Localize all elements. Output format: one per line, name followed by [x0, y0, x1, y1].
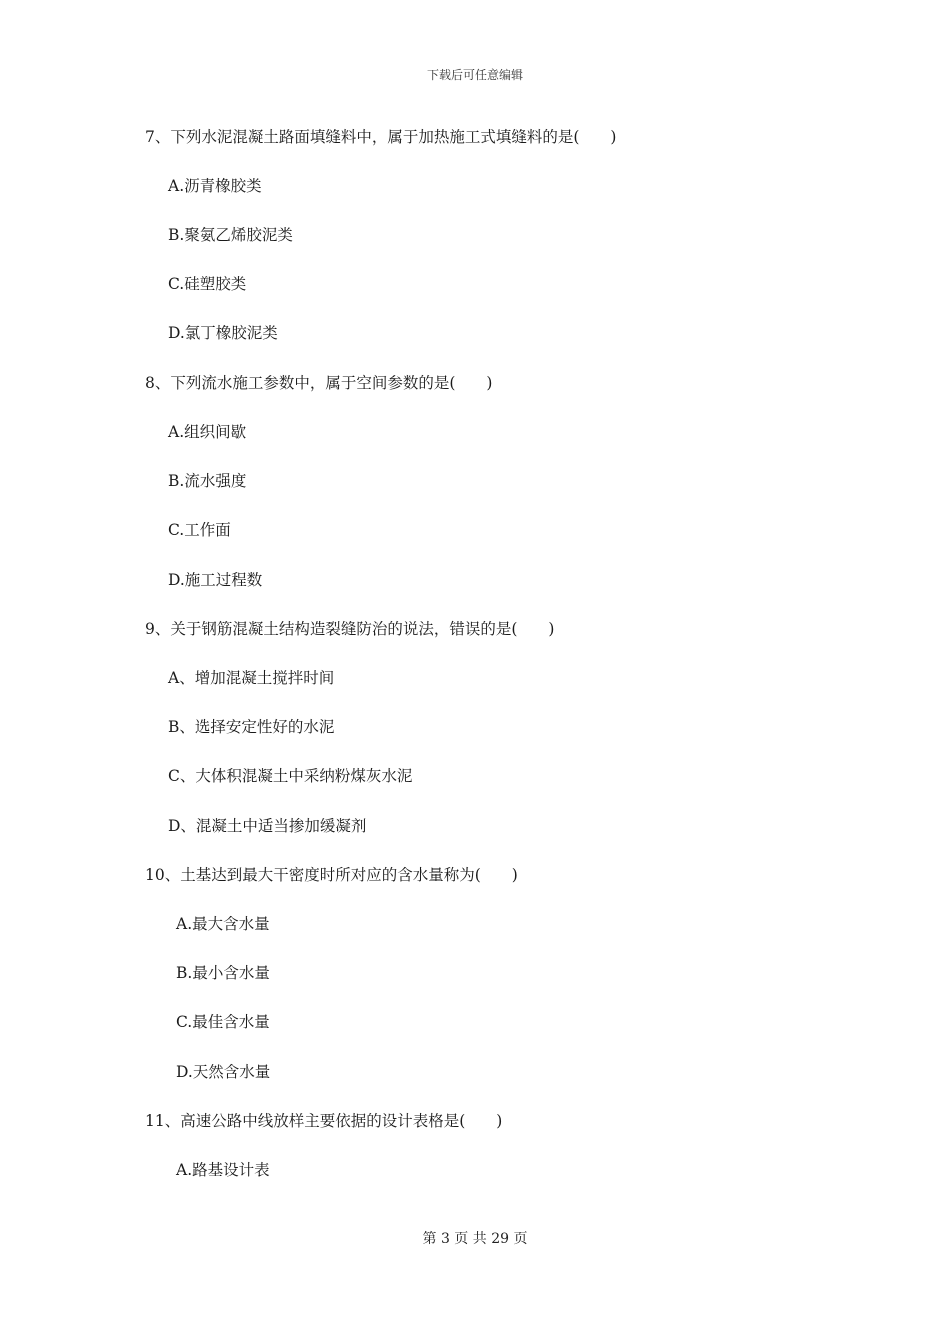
option-d: D、混凝土中适当掺加缓凝剂	[168, 817, 367, 835]
question-stem: 9、关于钢筋混凝土结构造裂缝防治的说法，错误的是( )	[145, 620, 555, 638]
question-stem: 7、下列水泥混凝土路面填缝料中，属于加热施工式填缝料的是( )	[145, 128, 617, 146]
option-d: D.氯丁橡胶泥类	[168, 324, 278, 342]
option-b: B、选择安定性好的水泥	[168, 718, 335, 736]
option-a: A.沥青橡胶类	[168, 177, 262, 195]
option-a: A.最大含水量	[176, 915, 270, 933]
question-stem: 8、下列流水施工参数中，属于空间参数的是( )	[145, 374, 493, 392]
question-stem: 10、土基达到最大干密度时所对应的含水量称为( )	[145, 866, 518, 884]
option-d: D.施工过程数	[168, 571, 263, 589]
option-c: C.最佳含水量	[176, 1013, 270, 1031]
option-b: B.聚氨乙烯胶泥类	[168, 226, 293, 244]
option-c: C.硅塑胶类	[168, 275, 247, 293]
option-d: D.天然含水量	[176, 1063, 271, 1081]
option-c: C.工作面	[168, 521, 231, 539]
option-b: B.最小含水量	[176, 964, 270, 982]
page-header: 下载后可任意编辑	[426, 68, 523, 82]
option-a: A、增加混凝土搅拌时间	[168, 669, 335, 687]
option-c: C、大体积混凝土中采纳粉煤灰水泥	[168, 767, 413, 785]
page-footer: 第 3 页 共 29 页	[422, 1231, 528, 1247]
option-a: A.组织间歇	[168, 423, 247, 441]
option-a: A.路基设计表	[176, 1161, 270, 1179]
option-b: B.流水强度	[168, 472, 247, 490]
question-stem: 11、高速公路中线放样主要依据的设计表格是( )	[145, 1112, 503, 1130]
